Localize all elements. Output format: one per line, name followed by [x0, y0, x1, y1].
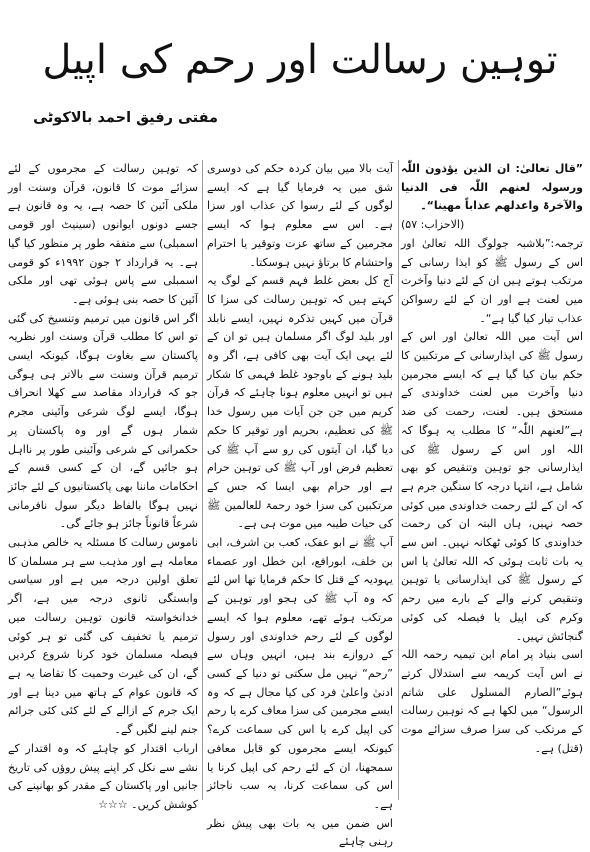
column-divider [202, 160, 203, 800]
column-divider [398, 160, 399, 800]
paragraph: ناموس رسالت کا مسئلہ یہ خالص مذہبی معاملہ ہے اور مذہب سے ہر مسلمان کا تعلق اولین درجہ میں ہے اور سیاسی وابستگی ثانوی درجہ میں ہے، اگر خدانخواستہ قانون توہین رسالت میں ترمیم یا تخفیف کی گئی تو ہر کوئی فیصلہ مسلمان خود کرنا شروع کردیں گے، ان کی غیرت وحمیت کا تقاضا یہ ہے کہ قانون عوام کے ہاتھ میں دینا ہے اور ایک جرم کے ازالے کے لئے کئی کئی جرائم جنم لینے لگیں گے۔ [8, 536, 198, 737]
paragraph: کہ توہین رسالت کے مجرموں کے لئے سزائے موت کا قانون، قرآن وسنت اور ملکی آئین کا حصہ ہے، یہ وہ قانون ہے جسے دونوں ایوانوں (سینیٹ اور قومی اسمبلی) سے متفقہ طور پر منظور کیا گیا ہے۔ یہ قرارداد ۲ جون ۱۹۹۲ء کو قومی اسمبلی سے پاس ہوئی تھی اور ملکی آئین کا حصہ بنی ہوئی ہے۔ [8, 162, 198, 306]
paragraph: اگر اس قانون میں ترمیم وتنسیخ کی گئی تو اس کا مطلب قرآن وسنت اور نظریہ پاکستان سے بغاوت ہوگا، کیونکہ ایسی ترمیم قرآن وسنت سے بالاتر ہی ہوگی جو کہ قرارداد مقاصد سے کھلا انحراف ہوگا، ایسے لوگ شرعی وآئینی مجرم شمار ہوں گے اور وہ پاکستان پر حکمرانی کے شرعی وآئینی طور پر نااہل ہو جائیں گے، ان کے کسی قسم کے احکامات ماننا بھی پاکستانیوں کے لئے جائز نہیں ہوگا بالفاظ دیگر سول نافرمانی شرعاً قانوناً جائز ہو جائے گی۔ [8, 311, 198, 531]
paragraph: اس آیت میں اللہ تعالیٰ اور اس کے رسول ﷺ کی ایذارسانی کے مرتکبین کا حکم بیان کیا گیا ہے کہ ایسے مجرمین دنیا وآخرت میں لعنت خداوندی کے مستحق ہیں۔ لعنت، رحمت کی ضد ہے”لعنھم اللّٰہ“ کا مطلب یہ ہوگا کہ اللہ اور اس کے رسول ﷺ کی ایذارسانی جو توہین وتنقیص کو بھی شامل ہے، انتہا درجہ کا سنگین جرم ہے کہ ان کے لئے رحمت خداوندی میں کوئی حصہ نہیں، ہاں البتہ ان کی رحمت خداوندی کا کوئی ٹھکانہ نہیں۔ اس سے یہ بات ثابت ہوئی کہ اللہ تعالیٰ یا اس کے رسول ﷺ کی ایذارسانی یا توہین وتنقیص کرنے والے کے بارے میں رحم وکرم کی اپیل یا فیصلہ کی کوئی گنجائش نہیں۔ [401, 330, 583, 643]
author-byline: مفتی رفیق احمد بالاکوٹی [33, 110, 218, 126]
paragraph: آیت بالا میں بیان کردہ حکم کی دوسری شق میں یہ فرمایا گیا ہے کہ ایسے لوگوں کے لئے رسوا کن عذاب اور سزا ہے۔ اس سے معلوم ہوا کہ ایسے مجرمین کے ساتھ عزت وتوقیر یا احترام واحتشام کا برتاؤ نہیں ہوسکتا۔ [207, 162, 393, 269]
verse-reference: (الاحزاب: ۵۷) [401, 218, 465, 232]
paragraph: اس ضمن میں یہ بات بھی پیش نظر رہنی چاہئے [207, 816, 393, 849]
quran-verse: ”قال تعالیٰ: ان الذین یؤذون اللّٰہ ورسولہ لعنھم اللّٰہ فی الدنیا والآخرۃ واعدلھم عذاباً مھینا“۔ [401, 162, 583, 213]
column-right [401, 160, 583, 800]
paragraph: اسی بنیاد پر امام ابن تیمیہ رحمہ اللہ نے اس آیت کریمہ سے استدلال کرتے ہوئے”الصارم المسلول علی شاتم الرسول“ میں لکھا ہے کہ توہین رسالت کے مرتکب کی سزا صرف سزائے موت (قتل) ہے۔ [401, 648, 583, 755]
paragraph: ترجمہ:”بلاشبہ جولوگ اللہ تعالیٰ اور اس کے رسول ﷺ کو ایذا رسانی کے مرتکب ہوتے ہیں ان کے لئے دنیا وآخرت میں لعنت ہے اور ان کے لئے رسواکن عذاب تیار کیا گیا ہے“۔ [401, 236, 583, 325]
article-headline: توہین رسالت اور رحم کی اپیل [42, 37, 558, 83]
column-middle [207, 160, 393, 849]
paragraph: ارباب اقتدار کو چاہئے کہ وہ اقتدار کے نشے سے نکل کر اپنے پیش روؤں کی تاریخ جانیں اور پاکستان کے مقدر کو بھانپنے کی کوشش کریں۔ ☆☆☆ [8, 741, 198, 811]
column-left [8, 160, 198, 811]
paragraph: آپ ﷺ نے ابو عفک، کعب بن اشرف، ابی بن خلف، ابورافع، ابن خطل اور عصماء یہودیہ کے قتل کا حکم فرمایا تھا اس لئے کہ وہ آپ ﷺ کی ہجو اور توہین کے مرتکب ہوئے تھے، معلوم ہوا کہ ایسے لوگوں کے لئے رحم خداوندی اور رسول کے دروازے بند ہیں، انہیں وہاں سے ”رحم“ نہیں مل سکتی تو دنیا کے کسی ادنیٰ واعلیٰ فرد کی کیا مجال ہے کہ وہ ایسے مجرمین کی سزا معاف کرے یا رحم کی اپیل کرے یا اس کی سماعت کرے؟ کیونکہ ایسے مجرموں کو قابل معافی سمجھنا، ان کے لئے رحم کی اپیل کرنا یا اس کی سماعت کرنا، یہ سب ناجائز ہے۔ [207, 536, 393, 811]
paragraph: آج کل بعض غلط فہم قسم کے لوگ یہ کہتے ہیں کہ توہین رسالت کی سزا کا قرآن میں کہیں تذکرہ نہیں، ایسے نابلد اور بلید لوگ اگر مسلمان ہیں تو ان کے لئے یہی ایک آیت بھی کافی ہے، اگر وہ بلید ہونے کے باوجود غلط فہمی کا شکار ہیں تو انہیں معلوم ہونا چاہئے کہ قرآن کریم میں جن جن آیات میں رسول خدا ﷺ کی تعظیم، بحریم اور توقیر کا حکم دیا گیا، ان آیتوں کی رو سے آپ ﷺ کی تعظیم فرض اور آپ ﷺ کی توہین حرام ہے اور حرام بھی ایسا کہ جس کے مرتکبین کی سزا خود رحمۃ للعالمین ﷺ کی حیات طیبہ میں موت ہی ہے۔ [207, 274, 393, 531]
